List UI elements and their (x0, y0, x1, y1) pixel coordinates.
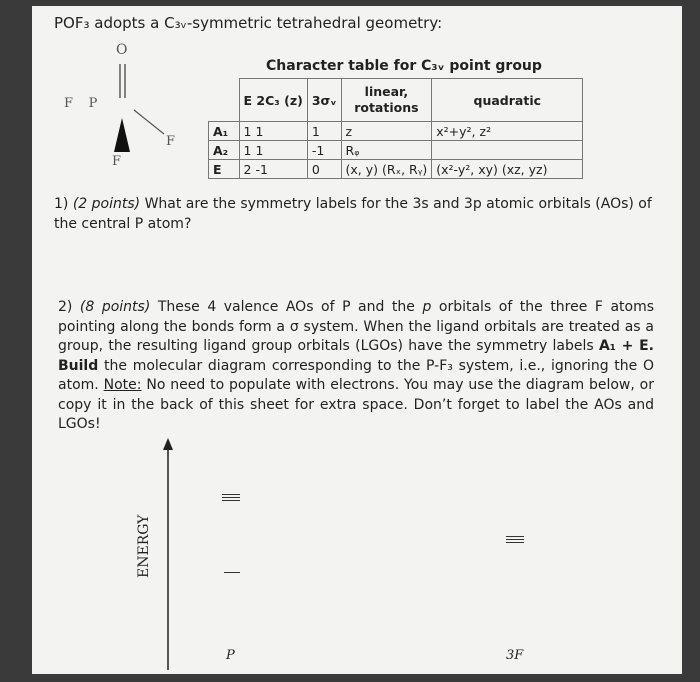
p-3s-level (224, 572, 240, 573)
header-sigma-v: 3σᵥ (307, 79, 341, 122)
character-table (208, 78, 583, 179)
char-sigma: 0 (307, 160, 341, 179)
question-2 (58, 298, 654, 435)
header-e: E 2C₃ (z) (239, 79, 307, 122)
question-points: (8 points) (79, 299, 151, 315)
table-row (209, 141, 583, 160)
char-sigma: 1 (307, 122, 341, 141)
header-linear: linear, rotations (341, 79, 432, 122)
char-e-c3: 2 -1 (239, 160, 307, 179)
quadratic-cell: (x²-y², xy) (xz, yz) (432, 160, 583, 179)
f-lgo-level-3 (506, 542, 524, 543)
fluorine-right-label: F (166, 134, 176, 149)
p-3p-level-1 (222, 494, 240, 495)
char-sigma: -1 (307, 141, 341, 160)
oxygen-label: O (116, 42, 128, 58)
question-text: These 4 valence AOs of P and the (157, 299, 415, 315)
char-e-c3: 1 1 (239, 141, 307, 160)
f-lgo-level-2 (506, 539, 524, 540)
header-quadratic: quadratic (432, 79, 583, 122)
intro-text: POF₃ adopts a C₃ᵥ-symmetric tetrahedral geometry: (54, 14, 443, 32)
pf-wedge-bond (114, 118, 130, 152)
linear-cell: z (341, 122, 432, 141)
character-table-header-row (209, 79, 583, 122)
table-row (209, 160, 583, 179)
p-3p-level-3 (222, 500, 240, 501)
question-number: 2) (58, 299, 73, 315)
irrep-label: E (209, 160, 240, 179)
p-atom-label: P (226, 648, 235, 663)
irrep-label: A₁ (209, 122, 240, 141)
worksheet (32, 6, 682, 674)
question-text: orbitals of the three F atoms pointing along the bonds form a σ system. When the ligand orbitals are treated as a group, the resulting ligand group orbitals (LGOs) have the symmetry labels (58, 299, 655, 354)
f-lgo-level-1 (506, 536, 524, 537)
question-text: What are the symmetry labels for the 3s and 3p atomic orbitals (AOs) of the central P atom? (54, 196, 652, 232)
quadratic-cell: x²+y², z² (432, 122, 583, 141)
question-points: (2 points) (72, 196, 141, 212)
p-3p-level-2 (222, 497, 240, 498)
p-orbital-word: p (422, 299, 432, 315)
fluorine-bottom-label: F (112, 154, 122, 169)
corner-cell (209, 79, 240, 122)
irrep-label: A₂ (209, 141, 240, 160)
table-row (209, 122, 583, 141)
character-table-title: Character table for C₃ᵥ point group (266, 58, 542, 74)
question-text: No need to populate with electrons. You may use the diagram below, or copy it in the back of this sheet for extra space. Don’t forget to label the AOs and LGOs! (58, 377, 655, 432)
three-f-label: 3F (506, 648, 524, 663)
quadratic-cell (432, 141, 583, 160)
energy-axis (158, 438, 178, 670)
char-e-c3: 1 1 (239, 122, 307, 141)
energy-axis-label: ENERGY (136, 514, 152, 578)
build-word: Build (58, 357, 99, 374)
question-1 (54, 195, 664, 234)
linear-cell: Rᵩ (341, 141, 432, 160)
linear-cell: (x, y) (Rₓ, Rᵧ) (341, 160, 432, 179)
question-number: 1) (54, 196, 69, 212)
phosphorus-label: F P (64, 96, 98, 111)
symmetry-labels: A₁ + E. (598, 338, 654, 354)
note-label: Note: (103, 377, 142, 393)
question-text: the molecular diagram corresponding to the P-F₃ system, i.e., ignoring the O atom. (58, 357, 655, 393)
pf-bond-right (134, 110, 164, 134)
